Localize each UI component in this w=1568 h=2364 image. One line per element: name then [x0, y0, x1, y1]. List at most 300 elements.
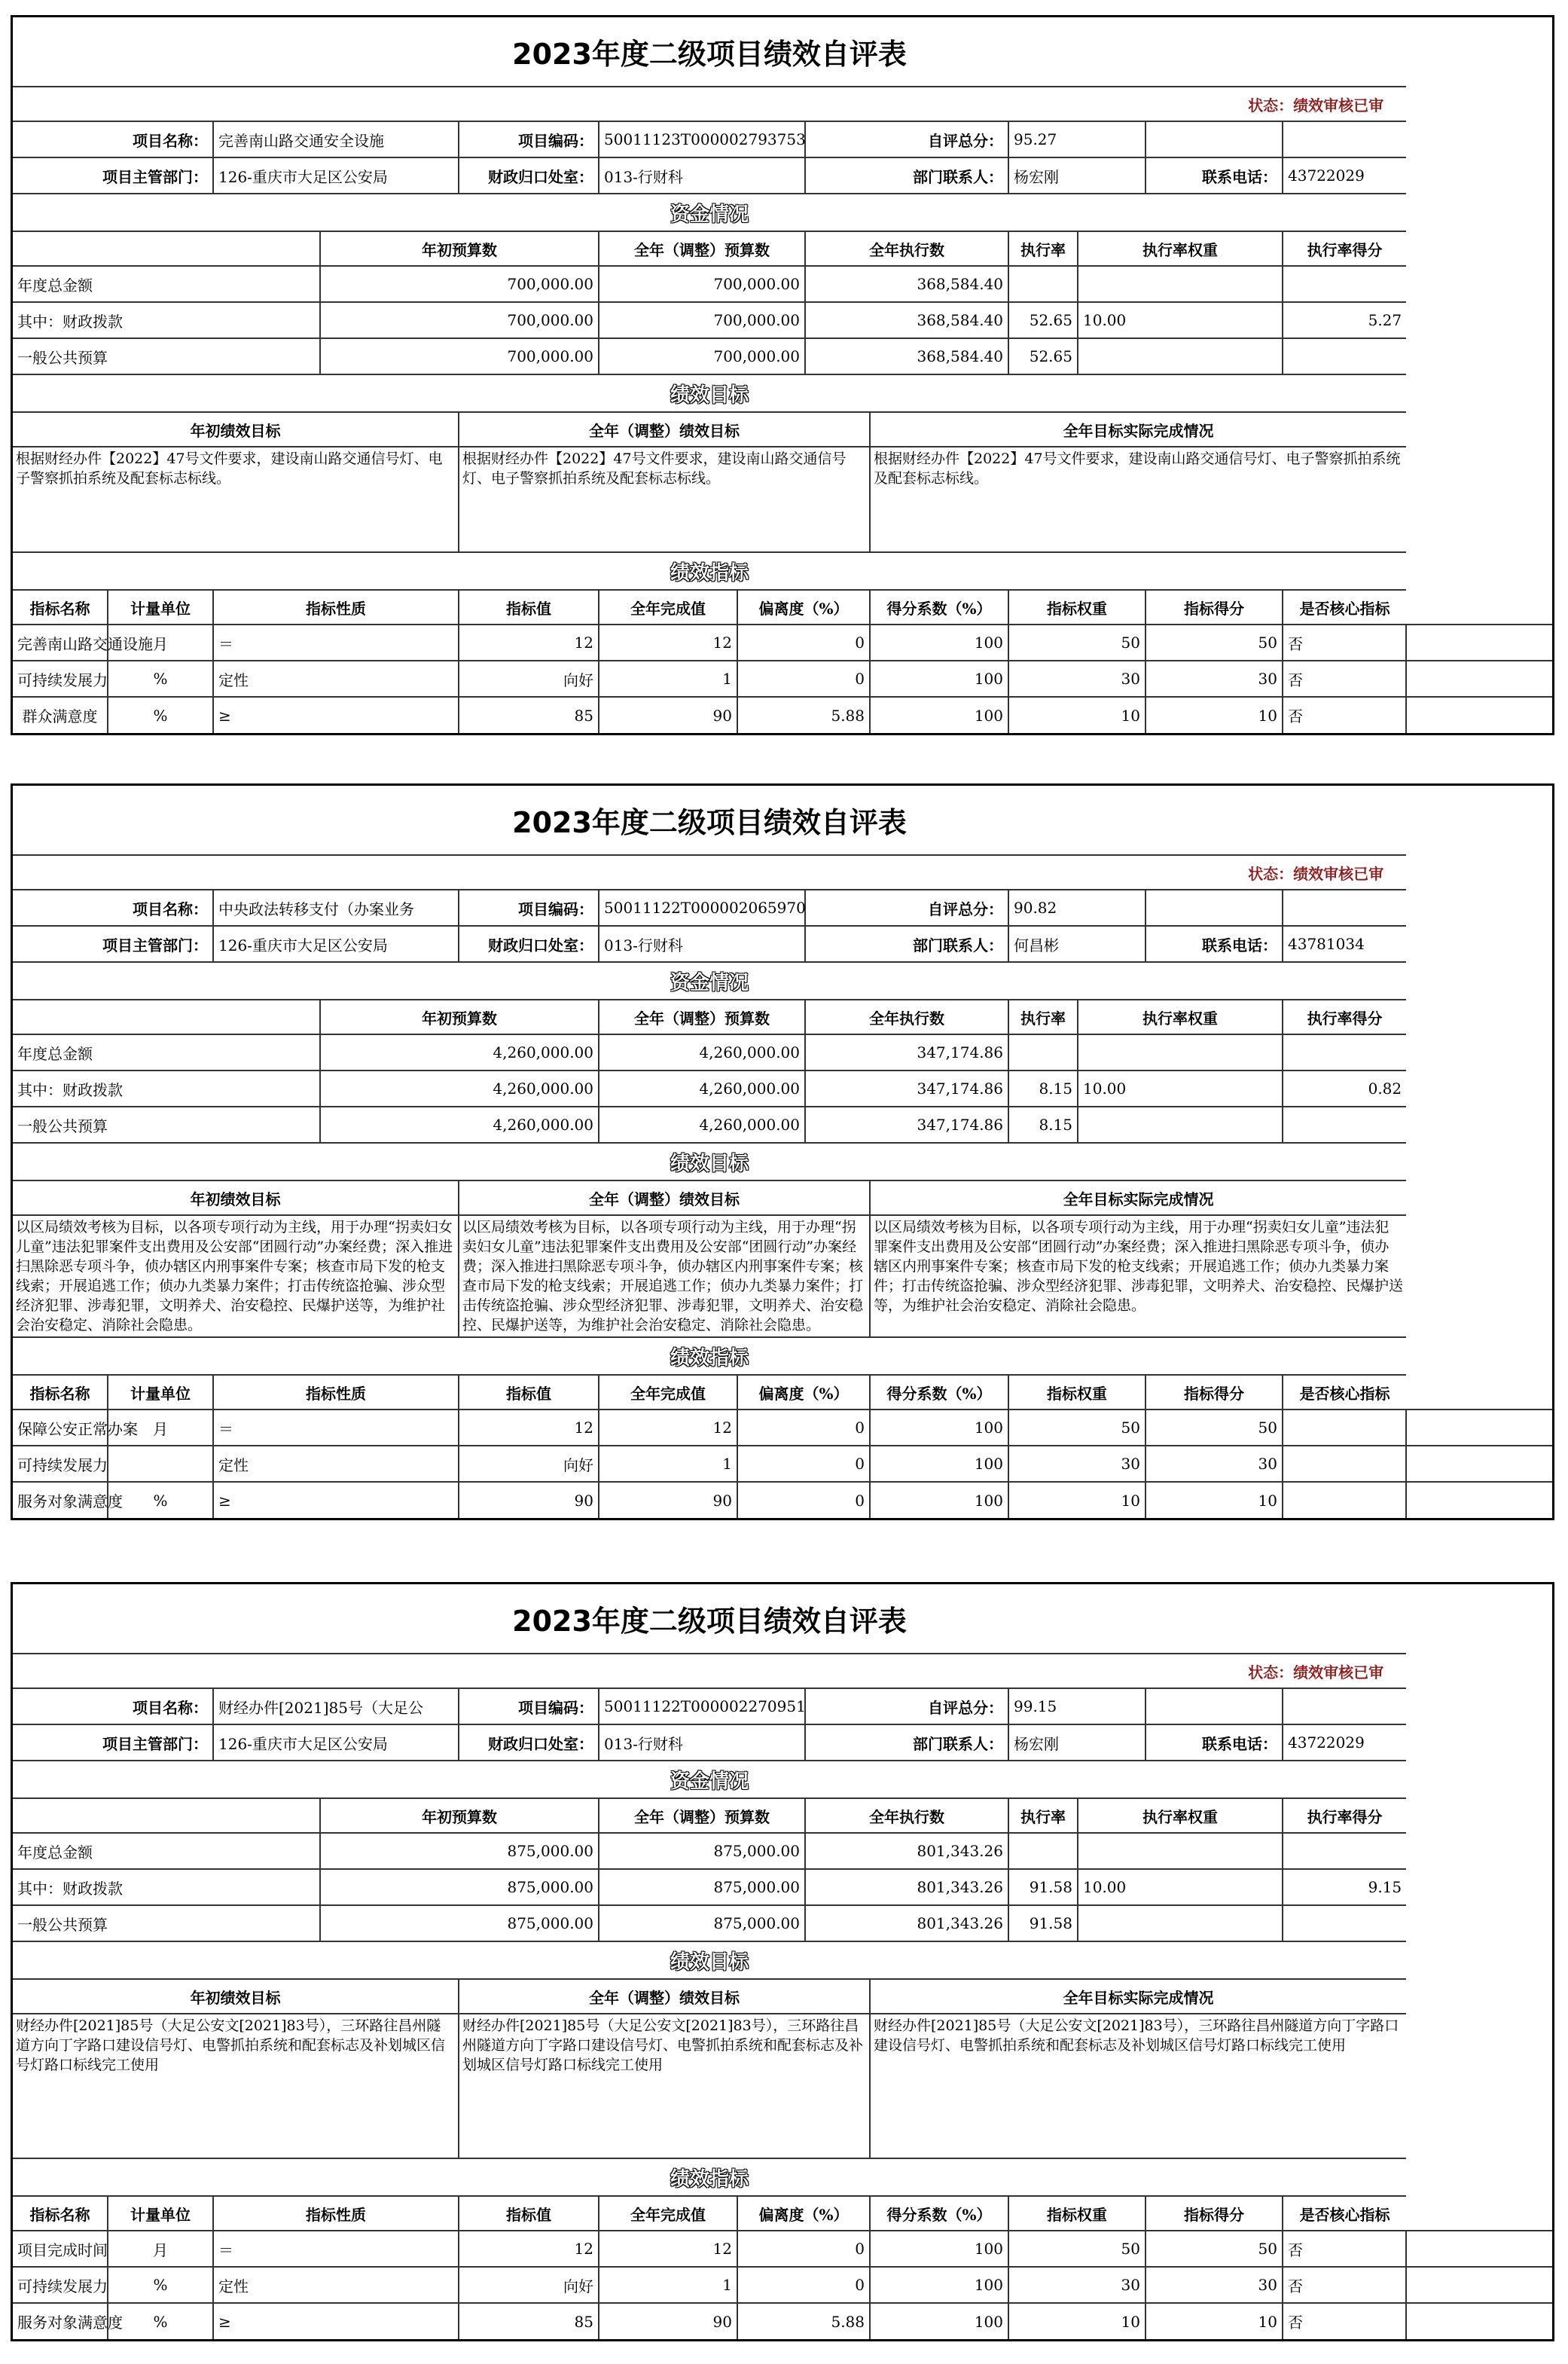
- indicator-name: 群众满意度: [13, 697, 108, 733]
- funds-row-label: 一般公共预算: [13, 1905, 320, 1941]
- funds-rate: [1008, 1833, 1078, 1869]
- indicator-coef: 100: [870, 1446, 1008, 1482]
- funds-initial: 4,260,000.00: [320, 1034, 599, 1071]
- funds-initial: 700,000.00: [320, 266, 599, 302]
- funds-weight: [1078, 1833, 1283, 1869]
- indicator-unit: %: [108, 661, 213, 697]
- indicator-header: 计量单位: [108, 1375, 213, 1410]
- empty-cell: [1283, 1688, 1406, 1724]
- goal-header: 全年（调整）绩效目标: [459, 412, 870, 447]
- indicator-name: 完善南山路交通设施: [13, 625, 108, 661]
- indicator-actual: 90: [599, 2303, 737, 2339]
- funds-adjusted: 700,000.00: [599, 266, 805, 302]
- indicator-header: 指标值: [459, 2196, 599, 2231]
- funds-row-label: 一般公共预算: [13, 1107, 320, 1143]
- funds-weight: [1078, 266, 1283, 302]
- indicator-score: 30: [1145, 1446, 1283, 1482]
- indicator-note: [1406, 661, 1552, 697]
- funds-weight: [1078, 338, 1283, 374]
- funds-weight: 10.00: [1078, 302, 1283, 338]
- indicator-coef: 100: [870, 2267, 1008, 2303]
- indicator-row: [13, 625, 1552, 661]
- indicator-note: [1406, 2267, 1552, 2303]
- indicator-header: 指标名称: [13, 590, 108, 625]
- indicator-header: 指标性质: [213, 2196, 459, 2231]
- indicator-row: [13, 2303, 1552, 2339]
- funds-adjusted: 875,000.00: [599, 1869, 805, 1905]
- indicator-weight: 30: [1008, 1446, 1145, 1482]
- indicator-score: 30: [1145, 2267, 1283, 2303]
- indicators-section-title: 绩效指标: [13, 1337, 1406, 1375]
- goal-header: 全年目标实际完成情况: [870, 1180, 1406, 1215]
- funds-rate: [1008, 1034, 1078, 1071]
- funds-row: [13, 1833, 1552, 1869]
- funds-section-title: 资金情况: [13, 194, 1406, 231]
- indicator-core: 否: [1283, 2303, 1406, 2339]
- indicator-header: 得分系数（%）: [870, 1375, 1008, 1410]
- indicator-name: 服务对象满意度: [13, 1482, 108, 1518]
- phone-label: 联系电话：: [1145, 1724, 1283, 1761]
- contact-person-value: 杨宏刚: [1008, 157, 1145, 194]
- funds-header: 年初预算数: [320, 1798, 599, 1833]
- indicator-target: 85: [459, 697, 599, 733]
- indicator-actual: 90: [599, 1482, 737, 1518]
- indicator-row: [13, 697, 1552, 733]
- funds-weight: [1078, 1905, 1283, 1941]
- funds-executed: 801,343.26: [805, 1905, 1008, 1941]
- finance-office-value: 013-行财科: [599, 1724, 805, 1761]
- project-code-value: 50011122T000002270951: [599, 1688, 805, 1724]
- funds-executed: 368,584.40: [805, 302, 1008, 338]
- indicator-nature: ≥: [213, 1482, 459, 1518]
- indicator-header: 指标权重: [1008, 590, 1145, 625]
- indicator-weight: 30: [1008, 2267, 1145, 2303]
- indicator-deviation: 0: [737, 1446, 870, 1482]
- funds-section-title: 资金情况: [13, 1761, 1406, 1798]
- goals-section-title: 绩效目标: [13, 1941, 1406, 1979]
- form-table: [13, 1584, 1552, 2339]
- indicator-actual: 12: [599, 2231, 737, 2267]
- funds-row-label: 年度总金额: [13, 1034, 320, 1071]
- indicator-unit: %: [108, 2303, 213, 2339]
- indicator-score: 50: [1145, 625, 1283, 661]
- indicator-weight: 30: [1008, 661, 1145, 697]
- indicator-nature: ≥: [213, 697, 459, 733]
- indicator-header: 指标权重: [1008, 2196, 1145, 2231]
- funds-adjusted: 4,260,000.00: [599, 1071, 805, 1107]
- indicator-nature: ≥: [213, 2303, 459, 2339]
- indicator-header: 指标性质: [213, 1375, 459, 1410]
- finance-office-value: 013-行财科: [599, 157, 805, 194]
- funds-score: [1283, 1905, 1406, 1941]
- funds-row-label: 年度总金额: [13, 266, 320, 302]
- indicator-header: 指标得分: [1145, 2196, 1283, 2231]
- contact-person-value: 何昌彬: [1008, 926, 1145, 962]
- finance-office-value: 013-行财科: [599, 926, 805, 962]
- funds-header: 执行率权重: [1078, 231, 1283, 266]
- indicator-score: 10: [1145, 1482, 1283, 1518]
- indicator-actual: 1: [599, 1446, 737, 1482]
- dept-label: 项目主管部门：: [13, 926, 213, 962]
- goal-initial: 财经办件[2021]85号（大足公安文[2021]83号），三环路往昌州隧道方向丁字路口建设信号灯、电警抓拍系统和配套标志及补划城区信号灯路口标线完工使用: [13, 2014, 459, 2158]
- indicator-core: [1283, 1446, 1406, 1482]
- funds-initial: 4,260,000.00: [320, 1107, 599, 1143]
- contact-person-value: 杨宏刚: [1008, 1724, 1145, 1761]
- indicator-target: 85: [459, 2303, 599, 2339]
- empty-cell: [1145, 1688, 1283, 1724]
- funds-row-label: 其中：财政拨款: [13, 302, 320, 338]
- indicator-header: 偏离度（%）: [737, 590, 870, 625]
- indicator-note: [1406, 2231, 1552, 2267]
- total-score-value: 95.27: [1008, 121, 1145, 157]
- indicator-deviation: 0: [737, 2267, 870, 2303]
- indicator-header: 是否核心指标: [1283, 1375, 1406, 1410]
- funds-row: [13, 266, 1552, 302]
- indicator-row: [13, 1410, 1552, 1446]
- indicator-nature: ＝: [213, 2231, 459, 2267]
- indicator-header-row: [13, 590, 1552, 625]
- funds-executed: 347,174.86: [805, 1107, 1008, 1143]
- funds-header: 执行率得分: [1283, 1798, 1406, 1833]
- indicator-unit: 月: [108, 2231, 213, 2267]
- funds-weight: 10.00: [1078, 1071, 1283, 1107]
- indicator-header: 是否核心指标: [1283, 590, 1406, 625]
- funds-executed: 347,174.86: [805, 1034, 1008, 1071]
- project-code-value: 50011122T000002065970: [599, 890, 805, 926]
- finance-office-label: 财政归口处室：: [459, 926, 599, 962]
- indicator-note: [1406, 1482, 1552, 1518]
- funds-row-label: 其中：财政拨款: [13, 1071, 320, 1107]
- project-code-label: 项目编码：: [459, 890, 599, 926]
- goal-header: 年初绩效目标: [13, 1180, 459, 1215]
- form-title: 2023年度二级项目绩效自评表: [13, 1584, 1406, 1654]
- funds-header: 全年执行数: [805, 1798, 1008, 1833]
- indicator-note: [1406, 1446, 1552, 1482]
- indicator-unit: %: [108, 2267, 213, 2303]
- indicator-score: 10: [1145, 2303, 1283, 2339]
- finance-office-label: 财政归口处室：: [459, 157, 599, 194]
- funds-score: [1283, 1034, 1406, 1071]
- indicator-header: 指标值: [459, 590, 599, 625]
- contact-person-label: 部门联系人：: [805, 1724, 1008, 1761]
- funds-header: 年初预算数: [320, 1000, 599, 1034]
- indicator-nature: 定性: [213, 1446, 459, 1482]
- empty-cell: [1145, 121, 1283, 157]
- funds-header: 执行率权重: [1078, 1798, 1283, 1833]
- indicator-header-row: [13, 2196, 1552, 2231]
- indicator-actual: 90: [599, 697, 737, 733]
- indicator-nature: ＝: [213, 625, 459, 661]
- goal-header: 全年（调整）绩效目标: [459, 1979, 870, 2014]
- indicator-target: 向好: [459, 661, 599, 697]
- indicator-core: [1283, 1482, 1406, 1518]
- funds-header: 全年（调整）预算数: [599, 1798, 805, 1833]
- indicator-header: 指标性质: [213, 590, 459, 625]
- funds-header: 全年（调整）预算数: [599, 231, 805, 266]
- form-title: 2023年度二级项目绩效自评表: [13, 17, 1406, 87]
- indicator-weight: 10: [1008, 697, 1145, 733]
- contact-person-label: 部门联系人：: [805, 157, 1008, 194]
- project-name-value: 中央政法转移支付（办案业务: [213, 890, 459, 926]
- total-score-label: 自评总分：: [805, 121, 1008, 157]
- indicator-unit: %: [108, 1482, 213, 1518]
- indicator-coef: 100: [870, 625, 1008, 661]
- total-score-label: 自评总分：: [805, 890, 1008, 926]
- indicator-unit: 月: [108, 625, 213, 661]
- funds-rate: 91.58: [1008, 1905, 1078, 1941]
- indicator-row: [13, 1482, 1552, 1518]
- funds-executed: 801,343.26: [805, 1833, 1008, 1869]
- indicator-score: 10: [1145, 697, 1283, 733]
- indicator-header: 全年完成值: [599, 590, 737, 625]
- funds-rate: 8.15: [1008, 1071, 1078, 1107]
- evaluation-form: [11, 1582, 1554, 2341]
- indicator-header: 全年完成值: [599, 1375, 737, 1410]
- funds-row-label: 其中：财政拨款: [13, 1869, 320, 1905]
- funds-score: 9.15: [1283, 1869, 1406, 1905]
- indicator-header: 指标得分: [1145, 590, 1283, 625]
- phone-label: 联系电话：: [1145, 926, 1283, 962]
- indicator-header: 偏离度（%）: [737, 2196, 870, 2231]
- goal-header: 年初绩效目标: [13, 412, 459, 447]
- project-name-value: 财经办件[2021]85号（大足公: [213, 1688, 459, 1724]
- funds-header: 年初预算数: [320, 231, 599, 266]
- funds-row: [13, 302, 1552, 338]
- indicators-section-title: 绩效指标: [13, 2158, 1406, 2196]
- goal-actual: 财经办件[2021]85号（大足公安文[2021]83号），三环路往昌州隧道方向丁字路口建设信号灯、电警抓拍系统和配套标志及补划城区信号灯路口标线完工使用: [870, 2014, 1406, 2158]
- indicator-target: 向好: [459, 2267, 599, 2303]
- funds-row: [13, 1869, 1552, 1905]
- indicator-weight: 50: [1008, 1410, 1145, 1446]
- status-label: 状态：绩效审核已审: [13, 87, 1406, 121]
- funds-rate: 52.65: [1008, 338, 1078, 374]
- funds-rate: 91.58: [1008, 1869, 1078, 1905]
- indicator-name: 可持续发展力: [13, 661, 108, 697]
- goal-actual: 以区局绩效考核为目标，以各项专项行动为主线，用于办理“拐卖妇女儿童”违法犯罪案件支出费用及公安部“团圆行动”办案经费；深入推进扫黑除恶专项斗争，侦办辖区内刑事案件专案；核查市局下发的枪支线索；开展追逃工作；侦办九类暴力案件；打击传统盗抢骗、涉众型经济犯罪、涉毒犯罪，文明养犬、治安稳控、民爆护送等，为维护社会治安稳定、消除社会隐患。: [870, 1215, 1406, 1337]
- total-score-value: 90.82: [1008, 890, 1145, 926]
- indicator-header: 指标得分: [1145, 1375, 1283, 1410]
- empty-cell: [1283, 890, 1406, 926]
- indicator-name: 项目完成时间: [13, 2231, 108, 2267]
- indicator-coef: 100: [870, 697, 1008, 733]
- funds-executed: 368,584.40: [805, 266, 1008, 302]
- form-title: 2023年度二级项目绩效自评表: [13, 786, 1406, 855]
- indicator-weight: 50: [1008, 625, 1145, 661]
- indicator-header: 得分系数（%）: [870, 590, 1008, 625]
- project-name-value: 完善南山路交通安全设施: [213, 121, 459, 157]
- indicator-name: 可持续发展力: [13, 1446, 108, 1482]
- funds-header: 执行率得分: [1283, 1000, 1406, 1034]
- phone-value: 43722029: [1283, 1724, 1406, 1761]
- funds-row: [13, 1034, 1552, 1071]
- funds-initial: 4,260,000.00: [320, 1071, 599, 1107]
- funds-rate: [1008, 266, 1078, 302]
- indicator-core: 否: [1283, 661, 1406, 697]
- dept-label: 项目主管部门：: [13, 1724, 213, 1761]
- indicator-actual: 12: [599, 625, 737, 661]
- indicator-weight: 50: [1008, 2231, 1145, 2267]
- indicator-unit: [108, 1446, 213, 1482]
- funds-header: 执行率: [1008, 1000, 1078, 1034]
- phone-value: 43722029: [1283, 157, 1406, 194]
- indicator-row: [13, 661, 1552, 697]
- indicator-name: 可持续发展力: [13, 2267, 108, 2303]
- form-table: [13, 17, 1552, 733]
- indicator-row: [13, 2267, 1552, 2303]
- phone-value: 43781034: [1283, 926, 1406, 962]
- indicator-target: 向好: [459, 1446, 599, 1482]
- indicator-weight: 10: [1008, 2303, 1145, 2339]
- indicator-actual: 1: [599, 2267, 737, 2303]
- indicator-header-row: [13, 1375, 1552, 1410]
- indicator-header: 指标名称: [13, 1375, 108, 1410]
- indicator-name: 服务对象满意度: [13, 2303, 108, 2339]
- indicator-header: 计量单位: [108, 590, 213, 625]
- funds-adjusted: 700,000.00: [599, 338, 805, 374]
- goal-header: 全年（调整）绩效目标: [459, 1180, 870, 1215]
- funds-rate: 52.65: [1008, 302, 1078, 338]
- project-code-label: 项目编码：: [459, 121, 599, 157]
- funds-adjusted: 4,260,000.00: [599, 1107, 805, 1143]
- evaluation-form: [11, 783, 1554, 1520]
- indicator-core: [1283, 1410, 1406, 1446]
- funds-header: 执行率权重: [1078, 1000, 1283, 1034]
- funds-weight: [1078, 1107, 1283, 1143]
- indicator-deviation: 0: [737, 661, 870, 697]
- indicator-header: 指标名称: [13, 2196, 108, 2231]
- contact-person-label: 部门联系人：: [805, 926, 1008, 962]
- goal-adjusted: 以区局绩效考核为目标，以各项专项行动为主线，用于办理“拐卖妇女儿童”违法犯罪案件支出费用及公安部“团圆行动”办案经费；深入推进扫黑除恶专项斗争，侦办辖区内刑事案件专案；核查市局下发的枪支线索；开展追逃工作；侦办九类暴力案件；打击传统盗抢骗、涉众型经济犯罪、涉毒犯罪，文明养犬、治安稳控、民爆护送等，为维护社会治安稳定、消除社会隐患。: [459, 1215, 870, 1337]
- empty-cell: [1145, 890, 1283, 926]
- total-score-label: 自评总分：: [805, 1688, 1008, 1724]
- indicator-deviation: 0: [737, 1482, 870, 1518]
- indicator-header: 指标权重: [1008, 1375, 1145, 1410]
- goal-adjusted: 财经办件[2021]85号（大足公安文[2021]83号），三环路往昌州隧道方向丁字路口建设信号灯、电警抓拍系统和配套标志及补划城区信号灯路口标线完工使用: [459, 2014, 870, 2158]
- funds-header: 全年执行数: [805, 1000, 1008, 1034]
- funds-score: [1283, 1833, 1406, 1869]
- project-name-label: 项目名称：: [13, 121, 213, 157]
- goal-adjusted: 根据财经办件【2022】47号文件要求，建设南山路交通信号灯、电子警察抓拍系统及配套标志标线。: [459, 447, 870, 552]
- indicator-row: [13, 1446, 1552, 1482]
- dept-value: 126-重庆市大足区公安局: [213, 157, 459, 194]
- project-code-label: 项目编码：: [459, 1688, 599, 1724]
- funds-score: 0.82: [1283, 1071, 1406, 1107]
- indicator-target: 90: [459, 1482, 599, 1518]
- indicator-deviation: 0: [737, 1410, 870, 1446]
- funds-header: 执行率: [1008, 231, 1078, 266]
- project-name-label: 项目名称：: [13, 1688, 213, 1724]
- indicator-score: 30: [1145, 661, 1283, 697]
- indicator-header: 全年完成值: [599, 2196, 737, 2231]
- indicator-coef: 100: [870, 1410, 1008, 1446]
- funds-initial: 700,000.00: [320, 302, 599, 338]
- goal-initial: 以区局绩效考核为目标，以各项专项行动为主线，用于办理“拐卖妇女儿童”违法犯罪案件支出费用及公安部“团圆行动”办案经费；深入推进扫黑除恶专项斗争，侦办辖区内刑事案件专案；核查市局下发的枪支线索；开展追逃工作；侦办九类暴力案件；打击传统盗抢骗、涉众型经济犯罪、涉毒犯罪，文明养犬、治安稳控、民爆护送等，为维护社会治安稳定、消除社会隐患。: [13, 1215, 459, 1337]
- indicator-weight: 10: [1008, 1482, 1145, 1518]
- goals-section-title: 绩效目标: [13, 374, 1406, 412]
- project-name-label: 项目名称：: [13, 890, 213, 926]
- indicators-section-title: 绩效指标: [13, 552, 1406, 590]
- funds-weight: 10.00: [1078, 1869, 1283, 1905]
- evaluation-form: [11, 15, 1554, 735]
- indicator-coef: 100: [870, 2231, 1008, 2267]
- indicator-header: 偏离度（%）: [737, 1375, 870, 1410]
- goal-header: 全年目标实际完成情况: [870, 1979, 1406, 2014]
- funds-executed: 801,343.26: [805, 1869, 1008, 1905]
- indicator-unit: 月: [108, 1410, 213, 1446]
- funds-weight: [1078, 1034, 1283, 1071]
- total-score-value: 99.15: [1008, 1688, 1145, 1724]
- funds-score: [1283, 266, 1406, 302]
- indicator-nature: 定性: [213, 2267, 459, 2303]
- indicator-coef: 100: [870, 661, 1008, 697]
- indicator-core: 否: [1283, 625, 1406, 661]
- indicator-score: 50: [1145, 1410, 1283, 1446]
- empty-cell: [1283, 121, 1406, 157]
- indicator-deviation: 5.88: [737, 2303, 870, 2339]
- indicator-note: [1406, 1410, 1552, 1446]
- indicator-coef: 100: [870, 1482, 1008, 1518]
- funds-row: [13, 1071, 1552, 1107]
- empty-cell: [13, 1000, 320, 1034]
- indicator-target: 12: [459, 1410, 599, 1446]
- funds-executed: 368,584.40: [805, 338, 1008, 374]
- indicator-actual: 1: [599, 661, 737, 697]
- empty-cell: [13, 231, 320, 266]
- funds-adjusted: 875,000.00: [599, 1833, 805, 1869]
- indicator-name: 保障公安正常办案: [13, 1410, 108, 1446]
- indicator-coef: 100: [870, 2303, 1008, 2339]
- form-table: [13, 786, 1552, 1518]
- funds-header: 全年执行数: [805, 231, 1008, 266]
- funds-header: 全年（调整）预算数: [599, 1000, 805, 1034]
- funds-rate: 8.15: [1008, 1107, 1078, 1143]
- funds-section-title: 资金情况: [13, 962, 1406, 1000]
- funds-score: 5.27: [1283, 302, 1406, 338]
- phone-label: 联系电话：: [1145, 157, 1283, 194]
- funds-row-label: 一般公共预算: [13, 338, 320, 374]
- goal-initial: 根据财经办件【2022】47号文件要求，建设南山路交通信号灯、电子警察抓拍系统及配套标志标线。: [13, 447, 459, 552]
- dept-value: 126-重庆市大足区公安局: [213, 1724, 459, 1761]
- indicator-core: 否: [1283, 2267, 1406, 2303]
- indicator-header: 是否核心指标: [1283, 2196, 1406, 2231]
- indicator-row: [13, 2231, 1552, 2267]
- status-label: 状态：绩效审核已审: [13, 1654, 1406, 1688]
- indicator-note: [1406, 625, 1552, 661]
- funds-adjusted: 700,000.00: [599, 302, 805, 338]
- goal-header: 年初绩效目标: [13, 1979, 459, 2014]
- indicator-note: [1406, 2303, 1552, 2339]
- dept-value: 126-重庆市大足区公安局: [213, 926, 459, 962]
- goals-section-title: 绩效目标: [13, 1143, 1406, 1180]
- funds-score: [1283, 338, 1406, 374]
- indicator-deviation: 0: [737, 625, 870, 661]
- indicator-note: [1406, 697, 1552, 733]
- funds-initial: 700,000.00: [320, 338, 599, 374]
- indicator-header: 计量单位: [108, 2196, 213, 2231]
- goal-actual: 根据财经办件【2022】47号文件要求，建设南山路交通信号灯、电子警察抓拍系统及配套标志标线。: [870, 447, 1406, 552]
- indicator-header: 指标值: [459, 1375, 599, 1410]
- indicator-target: 12: [459, 625, 599, 661]
- indicator-nature: ＝: [213, 1410, 459, 1446]
- funds-score: [1283, 1107, 1406, 1143]
- funds-row: [13, 1107, 1552, 1143]
- indicator-target: 12: [459, 2231, 599, 2267]
- indicator-score: 50: [1145, 2231, 1283, 2267]
- funds-header: 执行率得分: [1283, 231, 1406, 266]
- indicator-nature: 定性: [213, 661, 459, 697]
- funds-initial: 875,000.00: [320, 1869, 599, 1905]
- finance-office-label: 财政归口处室：: [459, 1724, 599, 1761]
